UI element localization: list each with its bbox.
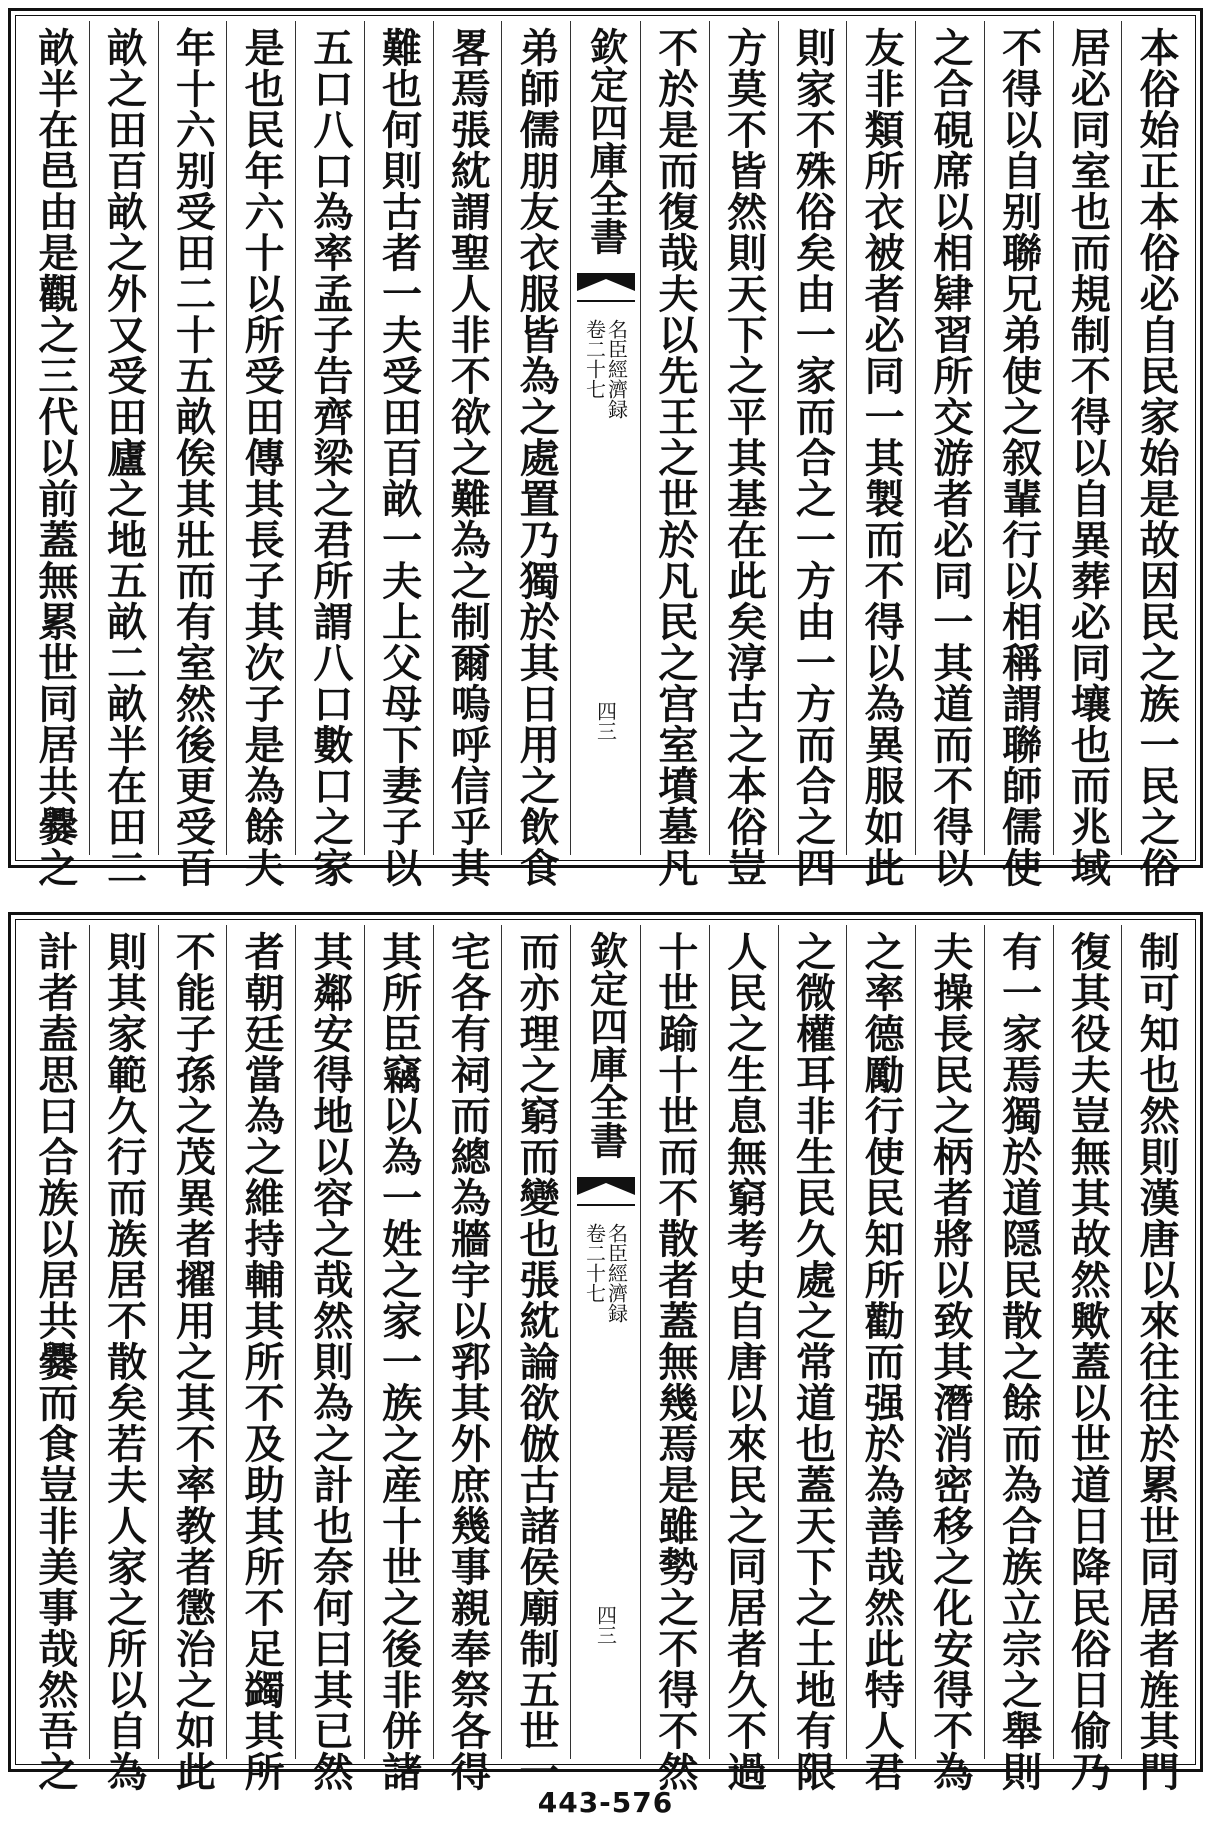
column-text: 而亦理之窮而變也張紞論欲倣古諸侯廟制五世一	[513, 931, 561, 1792]
text-column	[778, 925, 847, 1792]
column-text: 是也民年六十以所受田傳其長子其次子是為餘夫	[238, 27, 286, 888]
text-column	[501, 21, 570, 888]
text-column	[433, 21, 502, 888]
fish-tail-mark-icon	[577, 273, 635, 303]
column-text: 之率德勵行使民知所勸而强於為善哉然此特人君	[858, 931, 906, 1792]
center-block	[570, 925, 640, 1759]
collection-name: 名臣經濟録	[604, 1223, 629, 1323]
column-text: 制可知也然則漢唐以來往往於累世同居者旌其門	[1133, 931, 1181, 1792]
volume-info	[582, 1223, 629, 1323]
column-text: 宅各有祠而總為牆宇以郛其外庶幾事親奉祭各得	[444, 931, 492, 1792]
column-text: 有一家焉獨於道隠民散之餘而為合族立宗之舉則	[995, 931, 1043, 1792]
column-text: 計者盍思曰合族以居共爨而食豈非美事哉然吾之	[31, 931, 79, 1792]
page-number-footer: 443-576	[537, 1786, 674, 1819]
volume-info	[582, 319, 629, 419]
volume-number: 卷二十七	[582, 319, 607, 399]
column-text: 夫操長民之柄者將以致其潛消密移之化安得不為	[926, 931, 974, 1792]
text-column	[778, 21, 847, 888]
column-text: 弟師儒朋友衣服皆為之處置乃獨於其日用之飲食	[513, 27, 561, 888]
text-column	[433, 925, 502, 1792]
column-text: 之微權耳非生民久處之常道也蓋天下之土地有限	[789, 931, 837, 1792]
text-column	[984, 21, 1053, 888]
column-text: 者朝廷當為之維持輔其所不及助其所不足蠲其所	[238, 931, 286, 1792]
center-block	[570, 21, 640, 855]
column-text: 本俗始正本俗必自民家始是故因民之族一民之俗	[1133, 27, 1181, 888]
book-title: 欽定四庫全書	[583, 931, 629, 1159]
text-column	[640, 925, 709, 1792]
text-column	[1053, 925, 1122, 1792]
text-column	[158, 925, 227, 1792]
column-text: 畧焉張紞謂聖人非不欲之難為之制爾嗚呼信乎其	[444, 27, 492, 888]
text-column	[984, 925, 1053, 1792]
text-column	[846, 925, 915, 1792]
column-text: 復其役夫豈無其故然歟蓋以世道日降民俗日偷乃	[1064, 931, 1112, 1792]
top-page	[8, 8, 1203, 888]
text-column	[89, 925, 158, 1792]
text-column	[501, 925, 570, 1792]
text-column	[846, 21, 915, 888]
column-text: 則家不殊俗矣由一家而合之一方由一方而合之四	[789, 27, 837, 888]
column-text: 方莫不皆然則天下之平其基在此矣淳古之本俗豈	[720, 27, 768, 888]
column-text: 其鄰安得地以容之哉然則為之計也奈何曰其已然	[306, 931, 354, 1792]
column-text: 年十六别受田二十五畝俟其壯而有室然後更受百	[169, 27, 217, 888]
collection-name: 名臣經濟録	[604, 319, 629, 419]
bottom-columns	[21, 925, 1190, 1792]
text-column	[915, 925, 984, 1792]
text-column	[1121, 925, 1190, 1792]
text-column	[1121, 21, 1190, 888]
column-text: 則其家範久行而族居不散矣若夫人家之所以自為	[100, 931, 148, 1792]
column-text: 人民之生息無窮考史自唐以來民之同居者久不過	[720, 931, 768, 1792]
text-column	[295, 21, 364, 888]
book-title: 欽定四庫全書	[583, 27, 629, 255]
column-text: 難也何則古者一夫受田百畝一夫上父母下妻子以	[375, 27, 423, 888]
text-column	[21, 21, 89, 888]
top-columns	[21, 21, 1190, 888]
text-column	[89, 21, 158, 888]
text-column	[709, 21, 778, 888]
column-text: 居必同室也而規制不得以自異葬必同壤也而兆域	[1064, 27, 1112, 888]
column-text: 畝半在邑由是觀之三代以前蓋無累世同居共爨之	[31, 27, 79, 888]
folio-number: 四三	[593, 701, 618, 741]
column-text: 友非類所衣被者必同一其製而不得以為異服如此	[858, 27, 906, 888]
text-column	[364, 925, 433, 1792]
column-text: 五口八口為率孟子告齊梁之君所謂八口數口之家	[306, 27, 354, 888]
text-column	[226, 21, 295, 888]
text-column	[295, 925, 364, 1792]
column-text: 不得以自别聯兄弟使之叙輩行以相稱謂聯師儒使	[995, 27, 1043, 888]
text-column	[158, 21, 227, 888]
text-column	[364, 21, 433, 888]
folio-number: 四三	[593, 1605, 618, 1645]
column-text: 不於是而復哉夫以先王之世於凡民之宫室墳墓凡	[651, 27, 699, 888]
text-column	[640, 21, 709, 888]
fish-tail-mark-icon	[577, 1177, 635, 1207]
text-column	[1053, 21, 1122, 888]
text-column	[21, 925, 89, 1792]
text-column	[709, 925, 778, 1792]
column-text: 畝之田百畝之外又受田廬之地五畝二畝半在田二	[100, 27, 148, 888]
volume-number: 卷二十七	[582, 1223, 607, 1303]
column-text: 其所臣竊以為一姓之家一族之産十世之後非併諸	[375, 931, 423, 1792]
column-text: 十世踰十世而不散者蓋無幾焉是雖勢之不得不然	[651, 931, 699, 1792]
text-column	[915, 21, 984, 888]
column-text: 不能子孫之茂異者擢用之其不率教者懲治之如此	[169, 931, 217, 1792]
column-text: 之合硯席以相肄習所交游者必同一其道而不得以	[926, 27, 974, 888]
bottom-page	[8, 912, 1203, 1792]
text-column	[226, 925, 295, 1792]
